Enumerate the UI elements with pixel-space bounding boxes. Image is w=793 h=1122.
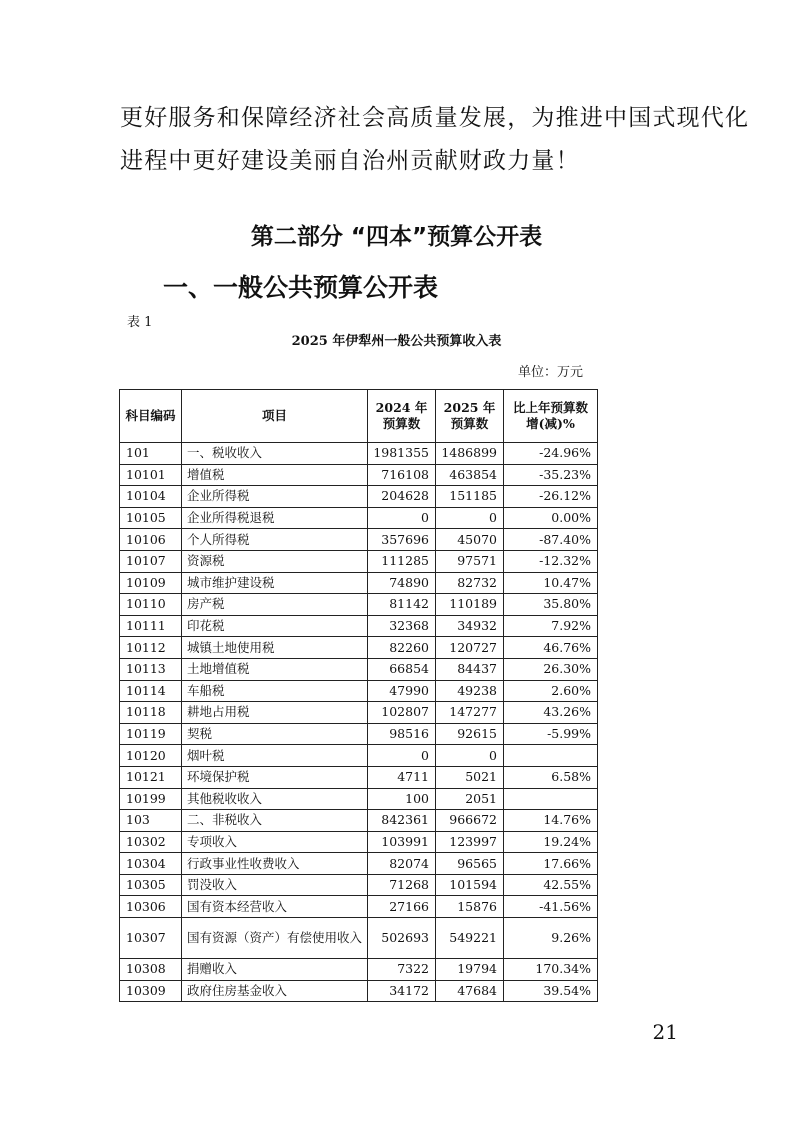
- row-2024: 47990: [368, 680, 436, 702]
- intro-line-2: 进程中更好建设美丽自治州贡献财政力量！: [120, 148, 580, 174]
- table-row: [120, 572, 598, 594]
- intro-paragraph: [120, 97, 750, 183]
- row-change: 6.58%: [504, 766, 598, 788]
- table-row: [120, 745, 598, 767]
- row-item: 其他税收收入: [182, 788, 368, 810]
- table-header-row: [120, 390, 598, 443]
- row-item: 一、税收收入: [182, 443, 368, 465]
- row-2024: 27166: [368, 896, 436, 918]
- header-item: 项目: [182, 390, 368, 443]
- row-item: 印花税: [182, 615, 368, 637]
- page-number: 21: [652, 1020, 678, 1044]
- row-code: 10120: [120, 745, 182, 767]
- row-code: 10106: [120, 529, 182, 551]
- row-2024: 0: [368, 507, 436, 529]
- row-2024: 32368: [368, 615, 436, 637]
- unit-label: 单位：万元: [517, 365, 583, 380]
- row-code: 10107: [120, 550, 182, 572]
- row-2024: 842361: [368, 810, 436, 832]
- row-2024: 71268: [368, 874, 436, 896]
- row-change: [504, 745, 598, 767]
- row-2024: 102807: [368, 702, 436, 724]
- table-row: [120, 980, 598, 1002]
- table-row: [120, 550, 598, 572]
- row-2025: 0: [436, 507, 504, 529]
- row-item: 行政事业性收费收入: [182, 853, 368, 875]
- row-code: 10118: [120, 702, 182, 724]
- table-row: [120, 615, 598, 637]
- row-code: 10119: [120, 723, 182, 745]
- table-row: [120, 464, 598, 486]
- row-change: -12.32%: [504, 550, 598, 572]
- row-item: 二、非税收入: [182, 810, 368, 832]
- row-2025: 549221: [436, 918, 504, 959]
- row-item: 政府住房基金收入: [182, 980, 368, 1002]
- table-label: 表 1: [127, 315, 153, 330]
- row-2024: 0: [368, 745, 436, 767]
- row-item: 增值税: [182, 464, 368, 486]
- row-2024: 98516: [368, 723, 436, 745]
- row-item: 个人所得税: [182, 529, 368, 551]
- row-code: 10104: [120, 486, 182, 508]
- row-change: 42.55%: [504, 874, 598, 896]
- row-code: 10121: [120, 766, 182, 788]
- row-2025: 966672: [436, 810, 504, 832]
- row-item: 企业所得税退税: [182, 507, 368, 529]
- table-row: [120, 680, 598, 702]
- row-change: 43.26%: [504, 702, 598, 724]
- row-change: -26.12%: [504, 486, 598, 508]
- row-2025: 82732: [436, 572, 504, 594]
- row-2024: 357696: [368, 529, 436, 551]
- row-item: 契税: [182, 723, 368, 745]
- table-row: [120, 788, 598, 810]
- row-2025: 34932: [436, 615, 504, 637]
- row-2025: 147277: [436, 702, 504, 724]
- row-2024: 81142: [368, 594, 436, 616]
- table-row: [120, 959, 598, 981]
- row-2025: 120727: [436, 637, 504, 659]
- row-2024: 204628: [368, 486, 436, 508]
- row-item: 国有资本经营收入: [182, 896, 368, 918]
- row-item: 城市维护建设税: [182, 572, 368, 594]
- table-row: [120, 702, 598, 724]
- row-2025: 92615: [436, 723, 504, 745]
- row-code: 103: [120, 810, 182, 832]
- row-2025: 49238: [436, 680, 504, 702]
- row-item: 耕地占用税: [182, 702, 368, 724]
- row-change: 2.60%: [504, 680, 598, 702]
- row-item: 烟叶税: [182, 745, 368, 767]
- row-2024: 66854: [368, 658, 436, 680]
- row-change: 170.34%: [504, 959, 598, 981]
- table-title: 2025 年伊犁州一般公共预算收入表: [291, 334, 502, 349]
- header-2024: 2024 年预算数: [368, 390, 436, 443]
- row-change: 35.80%: [504, 594, 598, 616]
- header-2025: 2025 年预算数: [436, 390, 504, 443]
- part-title: 第二部分 “四本”预算公开表: [250, 224, 543, 250]
- row-2025: 5021: [436, 766, 504, 788]
- row-code: 10305: [120, 874, 182, 896]
- row-change: 39.54%: [504, 980, 598, 1002]
- row-change: 14.76%: [504, 810, 598, 832]
- row-2025: 47684: [436, 980, 504, 1002]
- row-2024: 1981355: [368, 443, 436, 465]
- row-code: 10309: [120, 980, 182, 1002]
- row-item: 捐赠收入: [182, 959, 368, 981]
- table-row: [120, 637, 598, 659]
- table-row: [120, 529, 598, 551]
- table-row: [120, 594, 598, 616]
- row-code: 10111: [120, 615, 182, 637]
- row-code: 10113: [120, 658, 182, 680]
- intro-line-1: 更好服务和保障经济社会高质量发展，为推进中国式现代化: [120, 105, 750, 131]
- row-2024: 103991: [368, 831, 436, 853]
- row-2025: 2051: [436, 788, 504, 810]
- row-2025: 151185: [436, 486, 504, 508]
- row-2024: 7322: [368, 959, 436, 981]
- row-2025: 45070: [436, 529, 504, 551]
- row-code: 10110: [120, 594, 182, 616]
- row-item: 环境保护税: [182, 766, 368, 788]
- row-change: -41.56%: [504, 896, 598, 918]
- row-2024: 82074: [368, 853, 436, 875]
- row-item: 城镇土地使用税: [182, 637, 368, 659]
- row-2024: 82260: [368, 637, 436, 659]
- row-change: -87.40%: [504, 529, 598, 551]
- row-change: 10.47%: [504, 572, 598, 594]
- row-2025: 110189: [436, 594, 504, 616]
- row-code: 10302: [120, 831, 182, 853]
- row-2025: 84437: [436, 658, 504, 680]
- row-2025: 96565: [436, 853, 504, 875]
- row-code: 10306: [120, 896, 182, 918]
- row-item: 房产税: [182, 594, 368, 616]
- budget-table: [119, 389, 598, 1002]
- row-change: 9.26%: [504, 918, 598, 959]
- row-change: -5.99%: [504, 723, 598, 745]
- table-row: [120, 766, 598, 788]
- row-2024: 716108: [368, 464, 436, 486]
- table-row: [120, 723, 598, 745]
- row-2025: 1486899: [436, 443, 504, 465]
- row-code: 10114: [120, 680, 182, 702]
- row-2025: 101594: [436, 874, 504, 896]
- table-row: [120, 896, 598, 918]
- row-item: 专项收入: [182, 831, 368, 853]
- row-change: 7.92%: [504, 615, 598, 637]
- row-item: 土地增值税: [182, 658, 368, 680]
- row-item: 资源税: [182, 550, 368, 572]
- row-2025: 15876: [436, 896, 504, 918]
- row-change: 17.66%: [504, 853, 598, 875]
- row-change: 0.00%: [504, 507, 598, 529]
- row-code: 10199: [120, 788, 182, 810]
- header-code: 科目编码: [120, 390, 182, 443]
- row-2024: 111285: [368, 550, 436, 572]
- table-row: [120, 853, 598, 875]
- section-title: 一、一般公共预算公开表: [163, 273, 439, 302]
- row-2024: 74890: [368, 572, 436, 594]
- table-row: [120, 874, 598, 896]
- header-change: 比上年预算数增(减)%: [504, 390, 598, 443]
- row-code: 10307: [120, 918, 182, 959]
- table-row: [120, 486, 598, 508]
- table-body: [120, 443, 598, 1002]
- row-change: [504, 788, 598, 810]
- row-item: 国有资源（资产）有偿使用收入: [182, 918, 368, 959]
- row-code: 10101: [120, 464, 182, 486]
- row-2024: 4711: [368, 766, 436, 788]
- row-2025: 463854: [436, 464, 504, 486]
- table-row: [120, 507, 598, 529]
- row-code: 10109: [120, 572, 182, 594]
- row-item: 罚没收入: [182, 874, 368, 896]
- row-2024: 502693: [368, 918, 436, 959]
- row-2024: 34172: [368, 980, 436, 1002]
- row-code: 10308: [120, 959, 182, 981]
- row-2025: 97571: [436, 550, 504, 572]
- row-change: -24.96%: [504, 443, 598, 465]
- row-code: 10112: [120, 637, 182, 659]
- table-row: [120, 918, 598, 959]
- row-change: 19.24%: [504, 831, 598, 853]
- row-change: -35.23%: [504, 464, 598, 486]
- row-change: 26.30%: [504, 658, 598, 680]
- table-row: [120, 658, 598, 680]
- row-2025: 19794: [436, 959, 504, 981]
- row-2024: 100: [368, 788, 436, 810]
- row-code: 10304: [120, 853, 182, 875]
- table-row: [120, 831, 598, 853]
- table-row: [120, 443, 598, 465]
- table-row: [120, 810, 598, 832]
- row-2025: 123997: [436, 831, 504, 853]
- row-change: 46.76%: [504, 637, 598, 659]
- row-item: 企业所得税: [182, 486, 368, 508]
- row-item: 车船税: [182, 680, 368, 702]
- row-code: 10105: [120, 507, 182, 529]
- row-2025: 0: [436, 745, 504, 767]
- row-code: 101: [120, 443, 182, 465]
